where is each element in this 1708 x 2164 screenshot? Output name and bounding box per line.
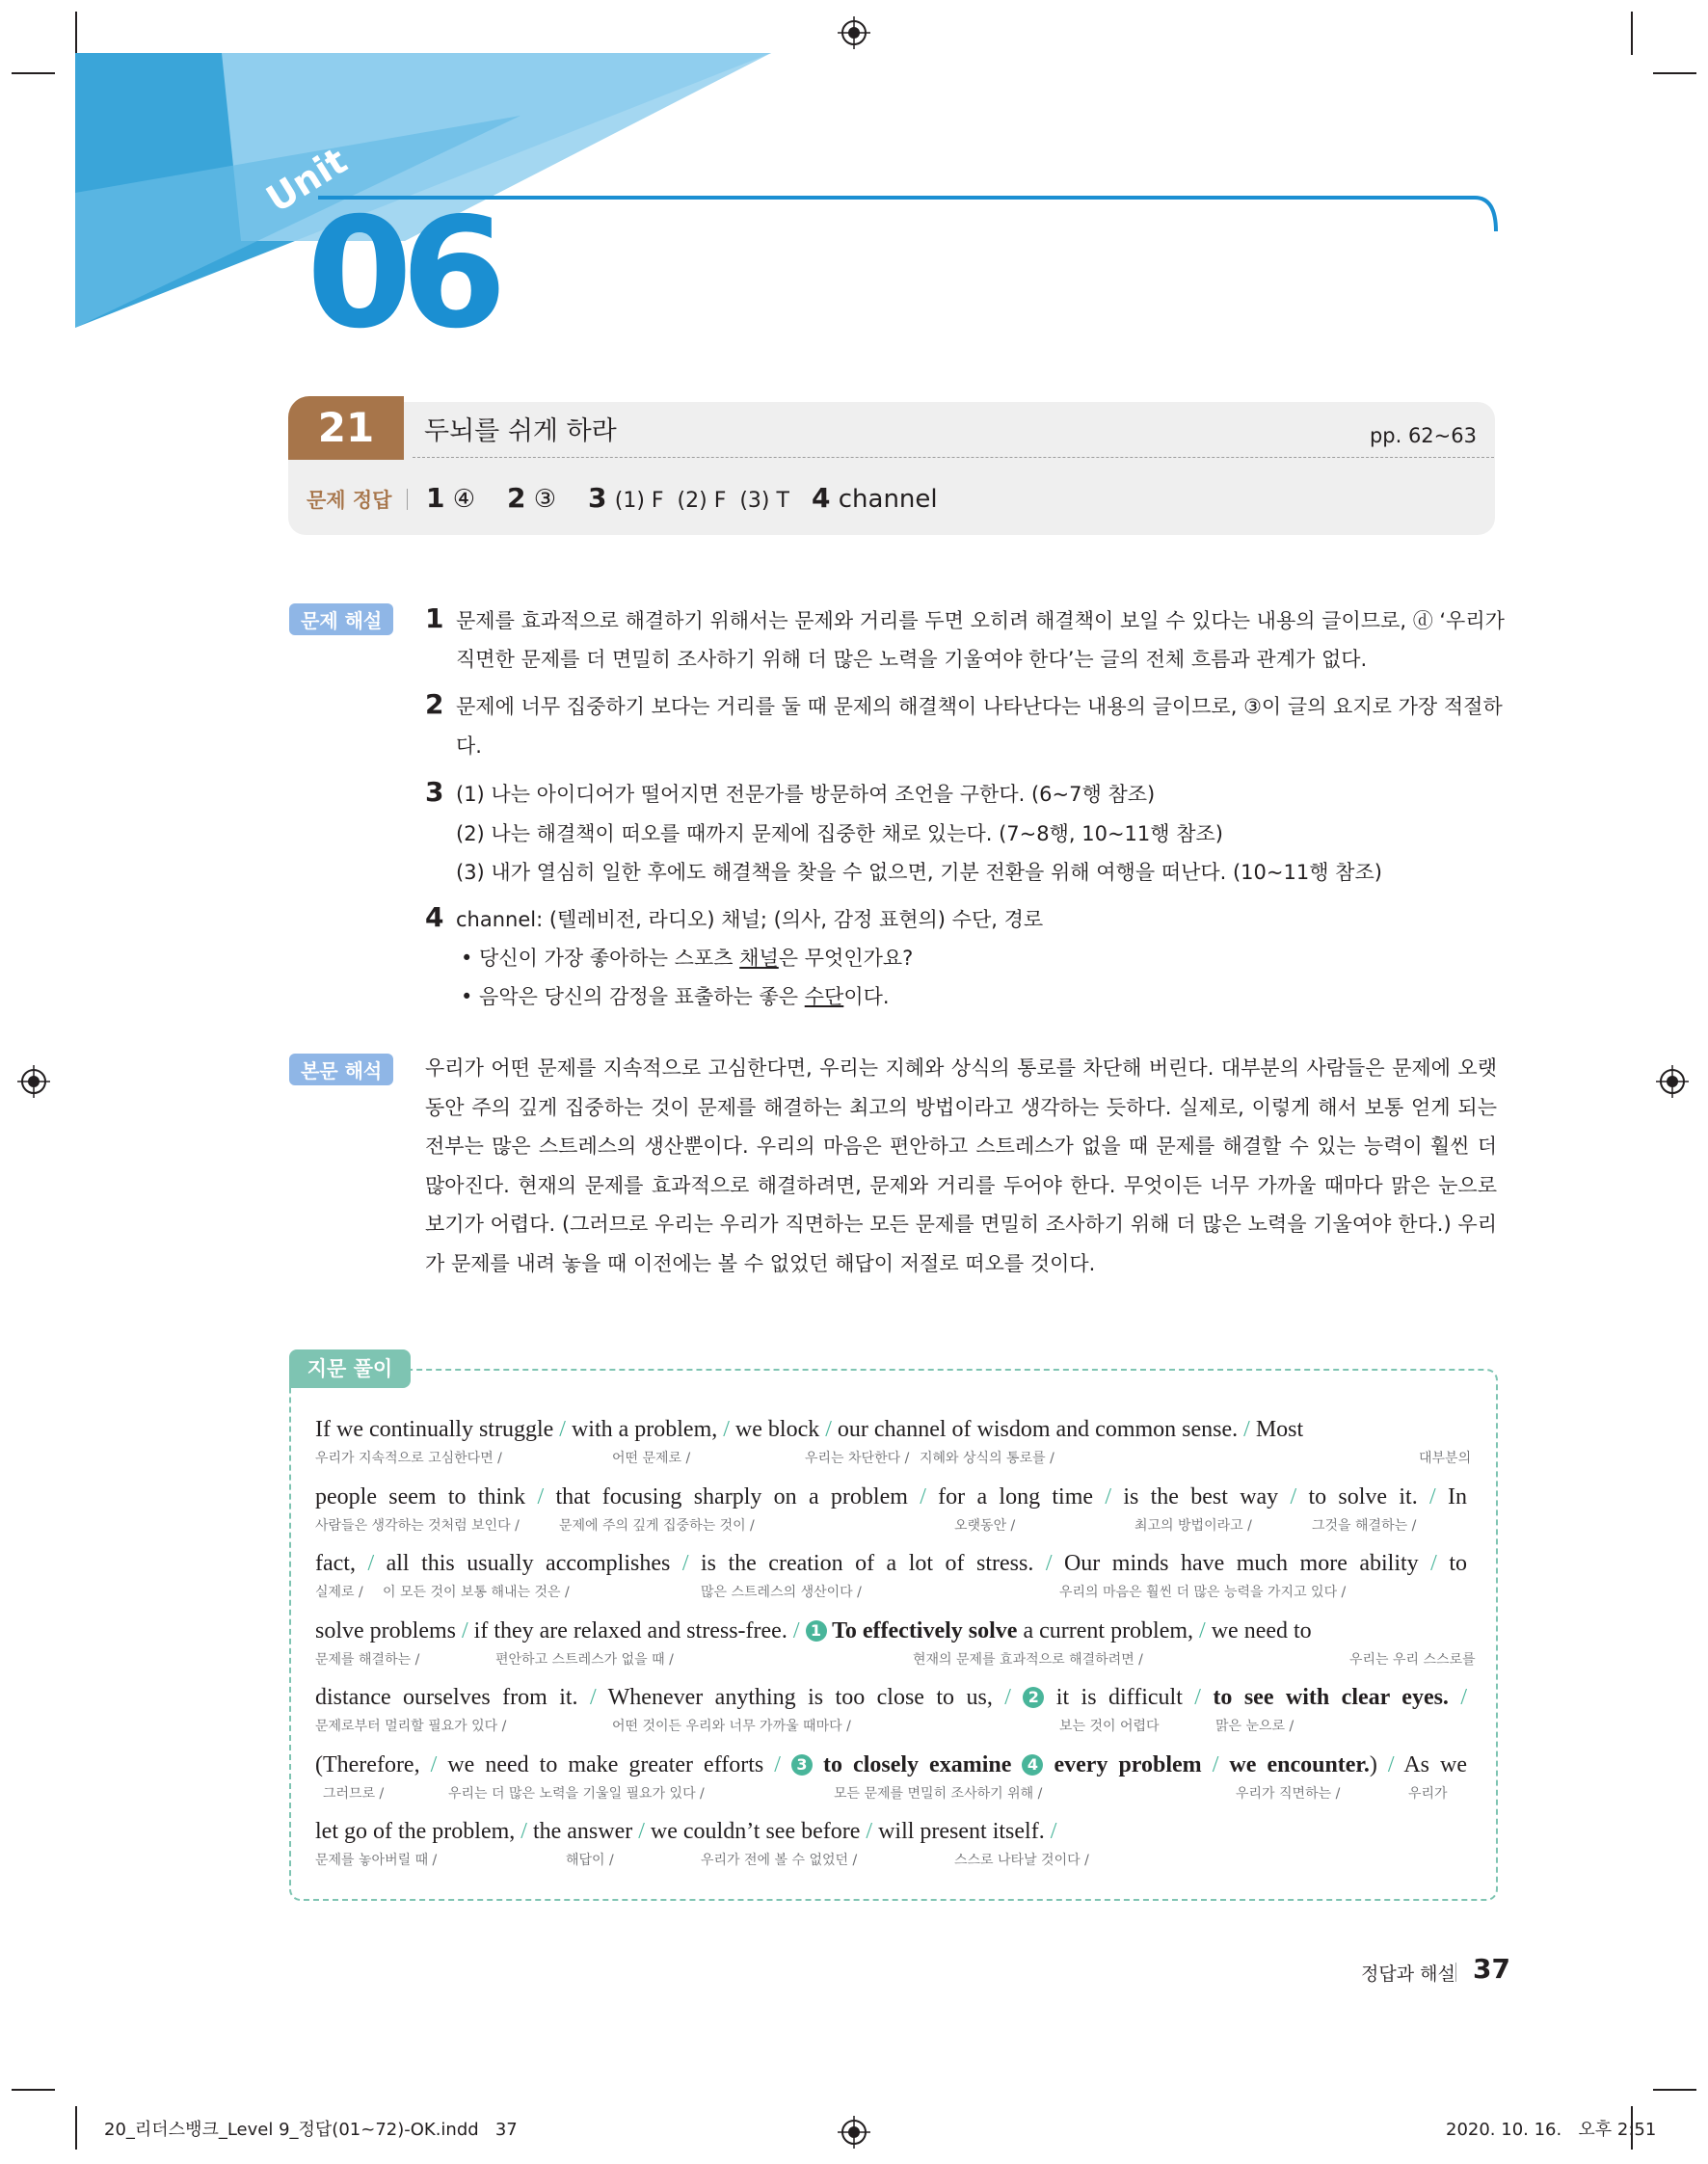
slash-marker: / xyxy=(1429,1483,1448,1509)
answer-number: 4 xyxy=(812,482,831,514)
answer-value: ④ xyxy=(452,485,476,514)
passage-english-line xyxy=(315,1819,1467,1845)
underlined-word: 수단 xyxy=(804,985,844,1008)
divider xyxy=(1455,1963,1456,1982)
english-chunk-bold: we encounter. xyxy=(1229,1751,1370,1777)
english-chunk: a current problem, xyxy=(1017,1617,1200,1643)
passage-english-text xyxy=(315,1618,1312,1644)
english-chunk: is the creation of a lot of stress. xyxy=(701,1551,1046,1576)
passage-english-text xyxy=(315,1819,1056,1845)
registration-mark-icon xyxy=(838,2116,870,2149)
english-chunk: we couldn’t see before xyxy=(650,1819,867,1844)
registration-mark-icon xyxy=(1656,1065,1689,1098)
passage-korean-gloss: 우리는 더 많은 노력을 기울일 필요가 있다 / xyxy=(448,1785,705,1802)
passage-korean-gloss: 그것을 해결하는 / xyxy=(1312,1517,1417,1534)
passage-korean-gloss: 모든 문제를 면밀히 조사하기 위해 / xyxy=(834,1785,1043,1802)
passage-korean-gloss: 편안하고 스트레스가 없을 때 / xyxy=(495,1651,674,1668)
slash-marker: / xyxy=(774,1751,791,1777)
passage-korean-gloss: 어떤 문제로 / xyxy=(612,1451,691,1466)
english-chunk: people seem to think xyxy=(315,1483,538,1509)
slash-marker: / xyxy=(589,1685,608,1710)
answer-value: channel xyxy=(838,485,938,514)
underlined-word: 채널 xyxy=(739,947,779,970)
slash-marker: / xyxy=(1004,1685,1024,1710)
footer-label: 정답과 해설 xyxy=(1361,1964,1455,1985)
english-chunk: the answer xyxy=(532,1819,639,1844)
question-number: 3 xyxy=(425,776,444,808)
passage-korean-gloss: 문제에 주의 깊게 집중하는 것이 / xyxy=(559,1517,755,1534)
passage-english-line xyxy=(315,1685,1467,1711)
english-chunk: we need to make greater efforts xyxy=(447,1751,775,1777)
slash-marker: / xyxy=(723,1417,735,1442)
passage-korean-gloss: 이 모든 것이 보통 해내는 것은 / xyxy=(383,1585,570,1600)
answer-number: 1 xyxy=(426,482,445,514)
unit-label: Unit xyxy=(258,139,355,221)
passage-korean-gloss: 해답이 / xyxy=(566,1853,614,1868)
passage-korean-gloss: 대부분의 xyxy=(1419,1451,1472,1466)
passage-korean-gloss: 사람들은 생각하는 것처럼 보인다 / xyxy=(315,1517,520,1534)
explanation-text: 다. xyxy=(456,735,482,758)
english-chunk-bold: To effectively solve xyxy=(826,1617,1018,1643)
english-chunk: If we continually struggle xyxy=(315,1417,560,1442)
passage-english-line xyxy=(315,1484,1467,1510)
slash-marker: / xyxy=(1105,1483,1124,1509)
example-sentence xyxy=(461,981,890,1010)
translation-tag: 본문 해석 xyxy=(289,1054,393,1085)
passage-korean-gloss: 문제를 해결하는 / xyxy=(315,1651,420,1668)
slash-marker: / xyxy=(1199,1617,1212,1643)
english-chunk: all this usually accomplishes xyxy=(386,1551,682,1576)
explanation-tag: 문제 해설 xyxy=(289,603,393,635)
sentence-part: • 음악은 당신의 감정을 표출하는 좋은 xyxy=(461,985,805,1008)
explanation-text: channel: (텔레비전, 라디오) 채널; (의사, 감정 표현의) 수단, 경로 xyxy=(456,908,1044,931)
english-chunk: Our minds have much more ability xyxy=(1063,1551,1431,1576)
slash-marker: / xyxy=(681,1551,701,1576)
passage-korean-gloss: 문제로부터 멀리할 필요가 있다 / xyxy=(315,1719,507,1734)
english-chunk-bold: every problem xyxy=(1043,1751,1213,1777)
example-sentence xyxy=(461,943,913,972)
slash-marker: / xyxy=(866,1819,879,1844)
divider xyxy=(407,489,408,510)
explanation-text: (1) 나는 아이디어가 떨어지면 전문가를 방문하여 조언을 구한다. (6~7행 참조) xyxy=(456,783,1156,806)
slash-marker: / xyxy=(1460,1685,1468,1710)
sentence-part: 이다. xyxy=(843,985,890,1008)
english-chunk: As we xyxy=(1403,1751,1468,1777)
english-chunk: will present itself. xyxy=(878,1819,1051,1844)
explanation-text: (3) 내가 열심히 일한 후에도 해결책을 찾을 수 없으면, 기분 전환을 위해 여행을 떠난다. (10~11행 참조) xyxy=(456,861,1382,884)
answer-4 xyxy=(812,482,938,514)
passage-korean-gloss: 우리는 차단한다 / xyxy=(805,1451,910,1466)
english-chunk: fact, xyxy=(315,1551,368,1576)
slash-marker: / xyxy=(1387,1751,1404,1777)
passage-korean-gloss: 보는 것이 어렵다 xyxy=(1059,1719,1160,1734)
english-chunk: distance ourselves from it. xyxy=(315,1685,590,1710)
slash-marker: / xyxy=(792,1617,806,1643)
slash-marker: / xyxy=(1212,1751,1230,1777)
slug-date: 2020. 10. 16. 오후 2:51 xyxy=(1446,2120,1657,2140)
passage-korean-gloss: 우리의 마음은 훨씬 더 많은 능력을 가지고 있다 / xyxy=(1059,1585,1347,1600)
answer-1 xyxy=(426,482,475,514)
sentence-part: 은 무엇인가요? xyxy=(778,947,914,970)
english-chunk: for a long time xyxy=(938,1483,1106,1509)
divider xyxy=(413,457,1494,458)
page-number: 37 xyxy=(1473,1953,1510,1985)
slash-marker: / xyxy=(1290,1483,1309,1509)
explanation-text: 문제를 효과적으로 해결하기 위해서는 문제와 거리를 두면 오히려 해결책이 보일 수 있다는 내용의 글이므로, ⓓ ‘우리가 xyxy=(456,609,1505,632)
circled-number-icon: 3 xyxy=(791,1754,813,1776)
english-chunk: is the best way xyxy=(1123,1483,1291,1509)
passage-korean-gloss: 많은 스트레스의 생산이다 / xyxy=(701,1585,862,1600)
circled-number-icon: 4 xyxy=(1022,1754,1043,1776)
passage-korean-gloss: 실제로 / xyxy=(315,1585,363,1600)
english-chunk: solve problems xyxy=(315,1617,462,1643)
passage-korean-gloss: 우리가 지속적으로 고심한다면 / xyxy=(315,1451,502,1466)
passage-english-line xyxy=(315,1417,1467,1443)
explanation-text: 직면한 문제를 더 면밀히 조사하기 위해 더 많은 노력을 기울여야 한다’는 글의 전체 흐름과 관계가 없다. xyxy=(456,648,1368,671)
explanation-text: 문제에 너무 집중하기 보다는 거리를 둘 때 문제의 해결책이 나타난다는 내용의 글이므로, ③이 글의 요지로 가장 적절하 xyxy=(456,695,1503,718)
slash-marker: / xyxy=(638,1819,651,1844)
answer-3 xyxy=(588,482,789,514)
passage-korean-gloss: 지혜와 상식의 통로를 / xyxy=(920,1451,1054,1466)
passage-english-text xyxy=(315,1484,1467,1510)
passage-english-text xyxy=(315,1417,1303,1443)
unit-number: 06 xyxy=(307,185,495,362)
slash-marker: / xyxy=(1430,1551,1450,1576)
english-chunk: it is difficult xyxy=(1044,1685,1195,1710)
english-chunk: In xyxy=(1447,1483,1467,1509)
passage-korean-gloss: 어떤 것이든 우리와 너무 가까울 때마다 / xyxy=(612,1719,851,1734)
question-number: 4 xyxy=(425,901,444,933)
answer-number: 3 xyxy=(588,482,607,514)
english-chunk: let go of the problem, xyxy=(315,1819,521,1844)
passage-korean-gloss: 우리가 xyxy=(1408,1785,1448,1802)
english-chunk: to xyxy=(1449,1551,1467,1576)
english-chunk: our channel of wisdom and common sense. xyxy=(837,1417,1244,1442)
crop-mark xyxy=(1653,2089,1696,2091)
sentence-part: • 당신이 가장 좋아하는 스포츠 xyxy=(461,947,740,970)
english-chunk-bold: to closely examine xyxy=(812,1751,1023,1777)
unit-header-banner xyxy=(0,0,1708,347)
slash-marker: / xyxy=(430,1751,448,1777)
question-number: 1 xyxy=(425,602,444,634)
slash-marker: / xyxy=(1243,1417,1256,1442)
english-chunk-bold: to see with clear eyes. xyxy=(1213,1685,1461,1710)
passage-english-line xyxy=(315,1752,1467,1778)
slash-marker: / xyxy=(1050,1819,1057,1844)
passage-korean-gloss: 최고의 방법이라고 / xyxy=(1134,1517,1252,1534)
english-chunk: that focusing sharply on a problem xyxy=(555,1483,921,1509)
lesson-pages: pp. 62~63 xyxy=(1369,424,1477,447)
passage-korean-gloss: 우리는 우리 스스로를 xyxy=(1349,1651,1476,1668)
passage-korean-gloss: 현재의 문제를 효과적으로 해결하려면 / xyxy=(913,1651,1143,1668)
answer-value: (1) F (2) F (3) T xyxy=(614,489,789,513)
slash-marker: / xyxy=(825,1417,838,1442)
english-chunk: Whenever anything is too close to us, xyxy=(607,1685,1005,1710)
passage-tag: 지문 풀이 xyxy=(289,1349,411,1388)
english-chunk: with a problem, xyxy=(571,1417,724,1442)
passage-korean-gloss: 맑은 눈으로 / xyxy=(1215,1719,1294,1734)
slash-marker: / xyxy=(367,1551,387,1576)
passage-english-text xyxy=(315,1685,1467,1711)
crop-mark xyxy=(75,2106,77,2150)
slug-file: 20_리더스뱅크_Level 9_정답(01~72)-OK.indd 37 xyxy=(104,2120,518,2140)
answer-value: ③ xyxy=(533,485,557,514)
passage-korean-gloss: 문제를 놓아버릴 때 / xyxy=(315,1853,438,1868)
registration-mark-icon xyxy=(17,1065,50,1098)
passage-english-text xyxy=(315,1752,1467,1778)
passage-english-text xyxy=(315,1551,1467,1577)
translation-text: 우리가 어떤 문제를 지속적으로 고심한다면, 우리는 지혜와 상식의 통로를 차단해 버린다. 대부분의 사람들은 문제에 오랫동안 주의 깊게 집중하는 것이 문제를 해결하는 최고의 방법이라고 생각하는 듯하다. 실제로, 이렇게 해서 보통 얻게 되는 전부는 많은 스트레스의 생산뿐이다. 우리의 마음은 편안하고 스트레스가 없을 때 문제를 해결할 수 있는 능력이 훨씬 더 많아진다. 현재의 문제를 효과적으로 해결하려면, 문제와 거리를 두어야 한다. 무엇이든 너무 가까울 때마다 맑은 눈으로 보기가 어렵다. (그러므로 우리는 우리가 직면하는 모든 문제를 면밀히 조사하기 위해 더 많은 노력을 기울여야 한다.) 우리가 문제를 내려 놓을 때 이전에는 볼 수 없었던 해답이 저절로 떠오를 것이다. xyxy=(425,1056,1497,1275)
answers-label: 문제 정답 xyxy=(307,489,392,512)
passage-korean-gloss: 우리가 전에 볼 수 없었던 / xyxy=(701,1853,858,1868)
circled-number-icon: 2 xyxy=(1023,1687,1044,1708)
passage-english-line xyxy=(315,1618,1467,1644)
english-chunk: to solve it. xyxy=(1308,1483,1430,1509)
passage-korean-gloss: 오랫동안 / xyxy=(954,1517,1016,1534)
slash-marker: / xyxy=(1194,1685,1214,1710)
crop-mark xyxy=(12,2089,55,2091)
answer-2 xyxy=(507,482,556,514)
slash-marker: / xyxy=(537,1483,556,1509)
english-chunk: if they are relaxed and stress-free. xyxy=(473,1617,793,1643)
lesson-title: 두뇌를 쉬게 하라 xyxy=(424,416,617,446)
english-chunk: we need to xyxy=(1211,1617,1312,1643)
passage-korean-gloss: 우리가 직면하는 / xyxy=(1236,1785,1341,1802)
slash-marker: / xyxy=(920,1483,939,1509)
lesson-number: 21 xyxy=(288,396,404,460)
answer-number: 2 xyxy=(507,482,526,514)
circled-number-icon: 1 xyxy=(806,1620,827,1642)
slash-marker: / xyxy=(520,1819,533,1844)
slash-marker: / xyxy=(1045,1551,1064,1576)
english-chunk: Most xyxy=(1255,1417,1304,1442)
question-number: 2 xyxy=(425,688,444,720)
passage-korean-gloss: 그러므로 / xyxy=(323,1785,385,1802)
passage-korean-gloss: 스스로 나타날 것이다 / xyxy=(954,1853,1089,1868)
passage-english-line xyxy=(315,1551,1467,1577)
slash-marker: / xyxy=(461,1617,474,1643)
slash-marker: / xyxy=(559,1417,572,1442)
english-chunk: we block xyxy=(734,1417,826,1442)
explanation-text: (2) 나는 해결책이 떠오를 때까지 문제에 집중한 채로 있는다. (7~8행, 10~11행 참조) xyxy=(456,822,1223,845)
english-chunk: (Therefore, xyxy=(315,1751,431,1777)
english-chunk: ) xyxy=(1369,1751,1388,1777)
